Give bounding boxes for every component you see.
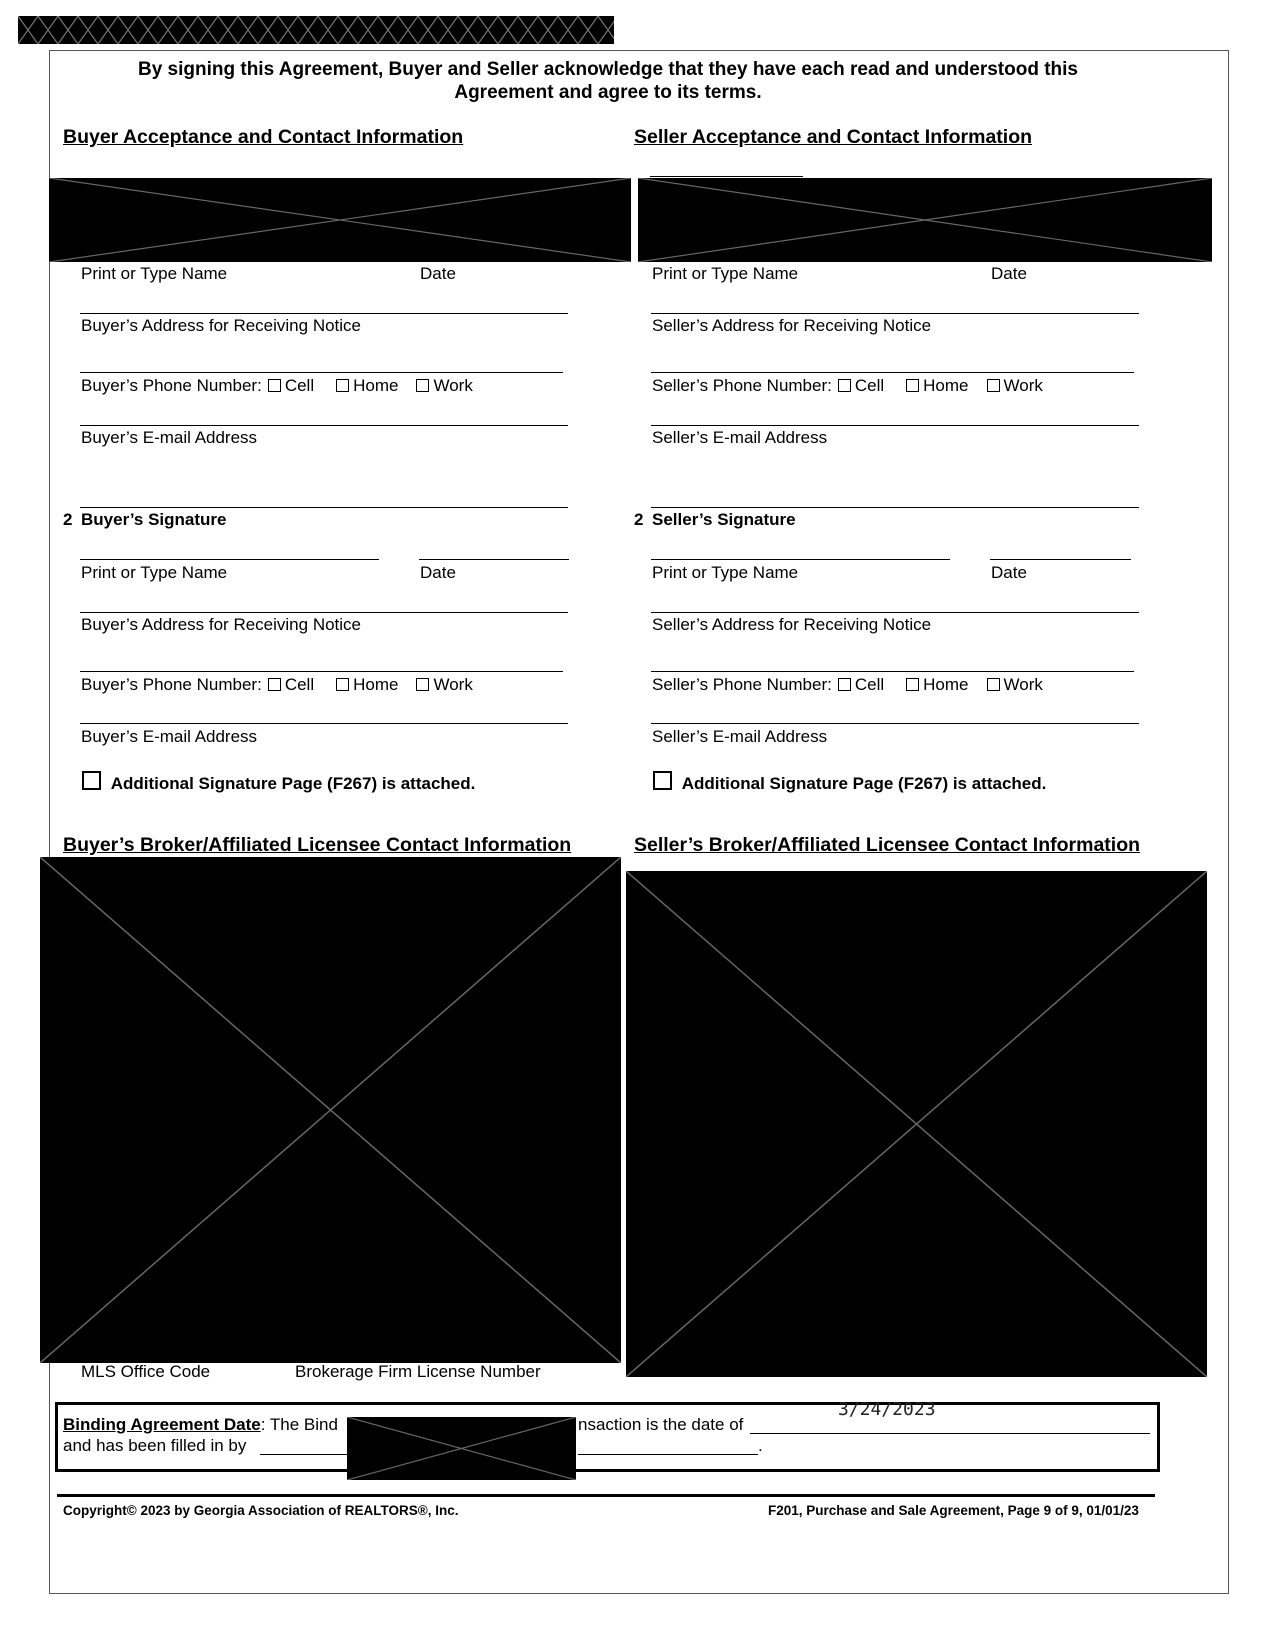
seller2-phone-line — [651, 671, 1134, 672]
seller1-phone-row — [652, 376, 1043, 396]
seller1-work-label: Work — [1003, 376, 1043, 395]
buyer1-phone-label: Buyer’s Phone Number: — [81, 376, 262, 395]
buyer1-address-line — [80, 313, 568, 314]
buyer2-signature-line — [80, 507, 568, 508]
seller2-work-checkbox[interactable] — [987, 678, 1000, 691]
seller1-phone-label: Seller’s Phone Number: — [652, 376, 832, 395]
buyer-signature-redaction — [49, 178, 631, 262]
buyer-broker-heading: Buyer’s Broker/Affiliated Licensee Contact Information — [63, 834, 572, 856]
seller-heading: Seller Acceptance and Contact Information — [634, 126, 1033, 148]
buyer1-date-label: Date — [420, 264, 456, 283]
binding-text-a: : The Bind — [260, 1415, 338, 1434]
buyer1-cell-checkbox[interactable] — [268, 379, 281, 392]
mls-office-code-label: MLS Office Code — [81, 1362, 211, 1381]
seller-additional-checkbox[interactable] — [653, 771, 672, 790]
buyer2-date-line — [419, 559, 569, 560]
binding-label: Binding Agreement Date — [63, 1415, 261, 1434]
seller-additional-row — [653, 771, 1046, 794]
buyer1-cell-label: Cell — [284, 376, 315, 395]
seller2-name-line — [651, 559, 950, 560]
seller1-email-line — [651, 425, 1139, 426]
buyer-heading: Buyer Acceptance and Contact Information — [63, 126, 464, 148]
top-redaction-bar — [18, 16, 614, 44]
buyer1-phone-line — [80, 372, 563, 373]
seller2-number: 2 — [634, 510, 644, 529]
seller1-name-label: Print or Type Name — [652, 264, 799, 283]
binding-date-value: 3/24/2023 — [838, 1399, 936, 1420]
seller2-address-line — [651, 612, 1139, 613]
buyer2-home-checkbox[interactable] — [336, 678, 349, 691]
footer-rule — [57, 1494, 1155, 1497]
seller-signature-line-fragment — [650, 176, 803, 177]
buyer2-cell-checkbox[interactable] — [268, 678, 281, 691]
buyer2-home-label: Home — [353, 675, 399, 694]
buyer2-signature-label: Buyer’s Signature — [81, 510, 227, 529]
buyer2-cell-label: Cell — [284, 675, 315, 694]
seller1-email-label: Seller’s E-mail Address — [652, 428, 828, 447]
seller2-home-label: Home — [923, 675, 969, 694]
buyer2-work-checkbox[interactable] — [416, 678, 429, 691]
seller-broker-redaction — [626, 871, 1207, 1377]
buyer1-email-line — [80, 425, 568, 426]
buyer2-work-label: Work — [433, 675, 473, 694]
buyer2-address-label: Buyer’s Address for Receiving Notice — [81, 615, 362, 634]
buyer1-address-label: Buyer’s Address for Receiving Notice — [81, 316, 362, 335]
buyer-additional-row — [82, 771, 475, 794]
seller2-signature-line — [651, 507, 1139, 508]
intro-line-1: By signing this Agreement, Buyer and Seller acknowledge that they have each read and understood this — [137, 59, 1079, 80]
binding-text-b: nsaction is the date of — [578, 1415, 744, 1434]
buyer-broker-redaction — [40, 857, 621, 1363]
seller1-address-label: Seller’s Address for Receiving Notice — [652, 316, 932, 335]
seller2-date-label: Date — [991, 563, 1027, 582]
buyer1-phone-row — [81, 376, 473, 396]
binding-redaction — [347, 1417, 576, 1480]
buyer2-address-line — [80, 612, 568, 613]
seller2-cell-checkbox[interactable] — [838, 678, 851, 691]
seller2-phone-row — [652, 675, 1043, 695]
buyer2-date-label: Date — [420, 563, 456, 582]
seller2-date-line — [990, 559, 1131, 560]
buyer1-home-checkbox[interactable] — [336, 379, 349, 392]
brokerage-license-label: Brokerage Firm License Number — [295, 1362, 541, 1381]
seller2-email-line — [651, 723, 1139, 724]
buyer2-number: 2 — [63, 510, 73, 529]
binding-date-line — [750, 1433, 1150, 1434]
binding-filled-line-b — [578, 1454, 758, 1455]
seller2-work-label: Work — [1003, 675, 1043, 694]
seller1-cell-label: Cell — [854, 376, 885, 395]
buyer1-work-label: Work — [433, 376, 473, 395]
seller2-home-checkbox[interactable] — [906, 678, 919, 691]
seller1-address-line — [651, 313, 1139, 314]
seller-signature-redaction — [638, 178, 1212, 262]
buyer1-home-label: Home — [353, 376, 399, 395]
seller2-email-label: Seller’s E-mail Address — [652, 727, 828, 746]
buyer2-email-label: Buyer’s E-mail Address — [81, 727, 258, 746]
buyer2-phone-row — [81, 675, 473, 695]
buyer2-name-label: Print or Type Name — [81, 563, 228, 582]
seller1-home-label: Home — [923, 376, 969, 395]
footer-form-id: F201, Purchase and Sale Agreement, Page 9 of 9, 01/01/23 — [768, 1503, 1139, 1518]
binding-line-2-text: and has been filled in by — [63, 1436, 247, 1455]
buyer2-phone-label: Buyer’s Phone Number: — [81, 675, 262, 694]
intro-line-2: Agreement and agree to its terms. — [454, 82, 762, 103]
buyer-additional-checkbox[interactable] — [82, 771, 101, 790]
seller1-phone-line — [651, 372, 1134, 373]
footer-copyright: Copyright© 2023 by Georgia Association of REALTORS®, Inc. — [63, 1503, 459, 1518]
buyer1-work-checkbox[interactable] — [416, 379, 429, 392]
seller-additional-label: Additional Signature Page (F267) is attached. — [681, 774, 1047, 793]
seller2-phone-label: Seller’s Phone Number: — [652, 675, 832, 694]
seller1-date-label: Date — [991, 264, 1027, 283]
seller2-name-label: Print or Type Name — [652, 563, 799, 582]
buyer2-phone-line — [80, 671, 563, 672]
buyer2-name-line — [80, 559, 379, 560]
seller1-home-checkbox[interactable] — [906, 379, 919, 392]
seller2-signature-label: Seller’s Signature — [652, 510, 796, 529]
buyer1-email-label: Buyer’s E-mail Address — [81, 428, 258, 447]
seller2-cell-label: Cell — [854, 675, 885, 694]
seller-broker-heading: Seller’s Broker/Affiliated Licensee Contact Information — [634, 834, 1141, 856]
buyer1-name-label: Print or Type Name — [81, 264, 228, 283]
binding-filled-line-a — [260, 1454, 348, 1455]
intro-text — [60, 58, 1156, 104]
seller2-address-label: Seller’s Address for Receiving Notice — [652, 615, 932, 634]
seller1-work-checkbox[interactable] — [987, 379, 1000, 392]
buyer2-email-line — [80, 723, 568, 724]
binding-line-1 — [63, 1415, 338, 1435]
binding-line-2-end: . — [758, 1436, 763, 1455]
buyer-additional-label: Additional Signature Page (F267) is attached. — [110, 774, 476, 793]
seller1-cell-checkbox[interactable] — [838, 379, 851, 392]
